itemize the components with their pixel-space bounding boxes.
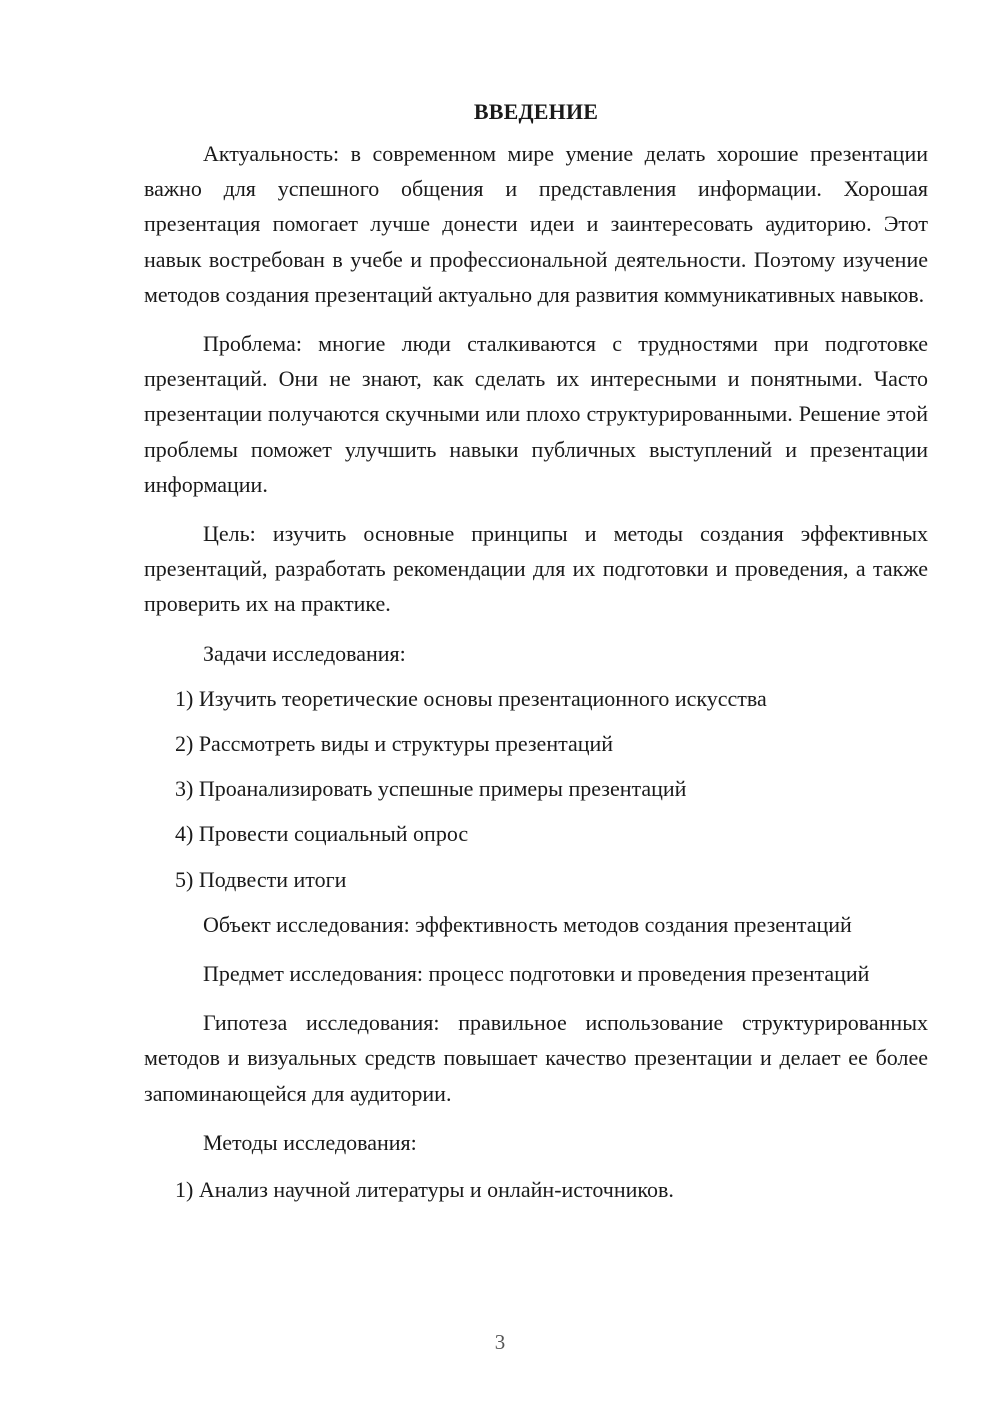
list-item: 3) Проанализировать успешные примеры презентаций <box>175 776 687 802</box>
hypothesis-paragraph: Гипотеза исследования: правильное использование структурированных методов и визуальных средств повышает качество презентации и делает ее более запоминающейся для аудитории. <box>144 1010 928 1106</box>
list-item: 4) Провести социальный опрос <box>175 821 469 847</box>
relevance-paragraph: Актуальность: в современном мире умение делать хорошие презентации важно для успешного общения и представления информации. Хорошая презентация помогает лучше донести идеи и заинтересовать аудиторию. Этот навык востребован в учебе и профессиональной деятельности. Поэтому изучение методов создания презентаций актуально для развития коммуникативных навыков. <box>144 141 928 307</box>
object-paragraph: Объект исследования: эффективность методов создания презентаций <box>203 911 852 937</box>
methods-heading: Методы исследования: <box>203 1129 417 1155</box>
methods-list <box>144 1172 928 1207</box>
list-item: 5) Подвести итоги <box>175 866 347 892</box>
tasks-list <box>144 681 928 897</box>
list-item: 1) Изучить теоретические основы презентационного искусства <box>175 685 767 711</box>
subject-paragraph: Предмет исследования: процесс подготовки и проведения презентаций <box>203 961 870 987</box>
page-content <box>144 94 928 1217</box>
problem-paragraph: Проблема: многие люди сталкиваются с трудностями при подготовке презентаций. Они не знают, как сделать их интересными и понятными. Часто презентации получаются скучными или плохо структурированными. Решение этой проблемы поможет улучшить навыки публичных выступлений и презентации информации. <box>144 331 928 497</box>
list-item: 1) Анализ научной литературы и онлайн-источников. <box>175 1177 674 1203</box>
goal-paragraph: Цель: изучить основные принципы и методы создания эффективных презентаций, разработать рекомендации для их подготовки и проведения, а также проверить их на практике. <box>144 521 928 617</box>
list-item: 2) Рассмотреть виды и структуры презентаций <box>175 731 614 757</box>
page-number: 3 <box>494 1330 506 1354</box>
section-title: ВВЕДЕНИЕ <box>473 99 599 124</box>
tasks-heading: Задачи исследования: <box>203 640 406 666</box>
